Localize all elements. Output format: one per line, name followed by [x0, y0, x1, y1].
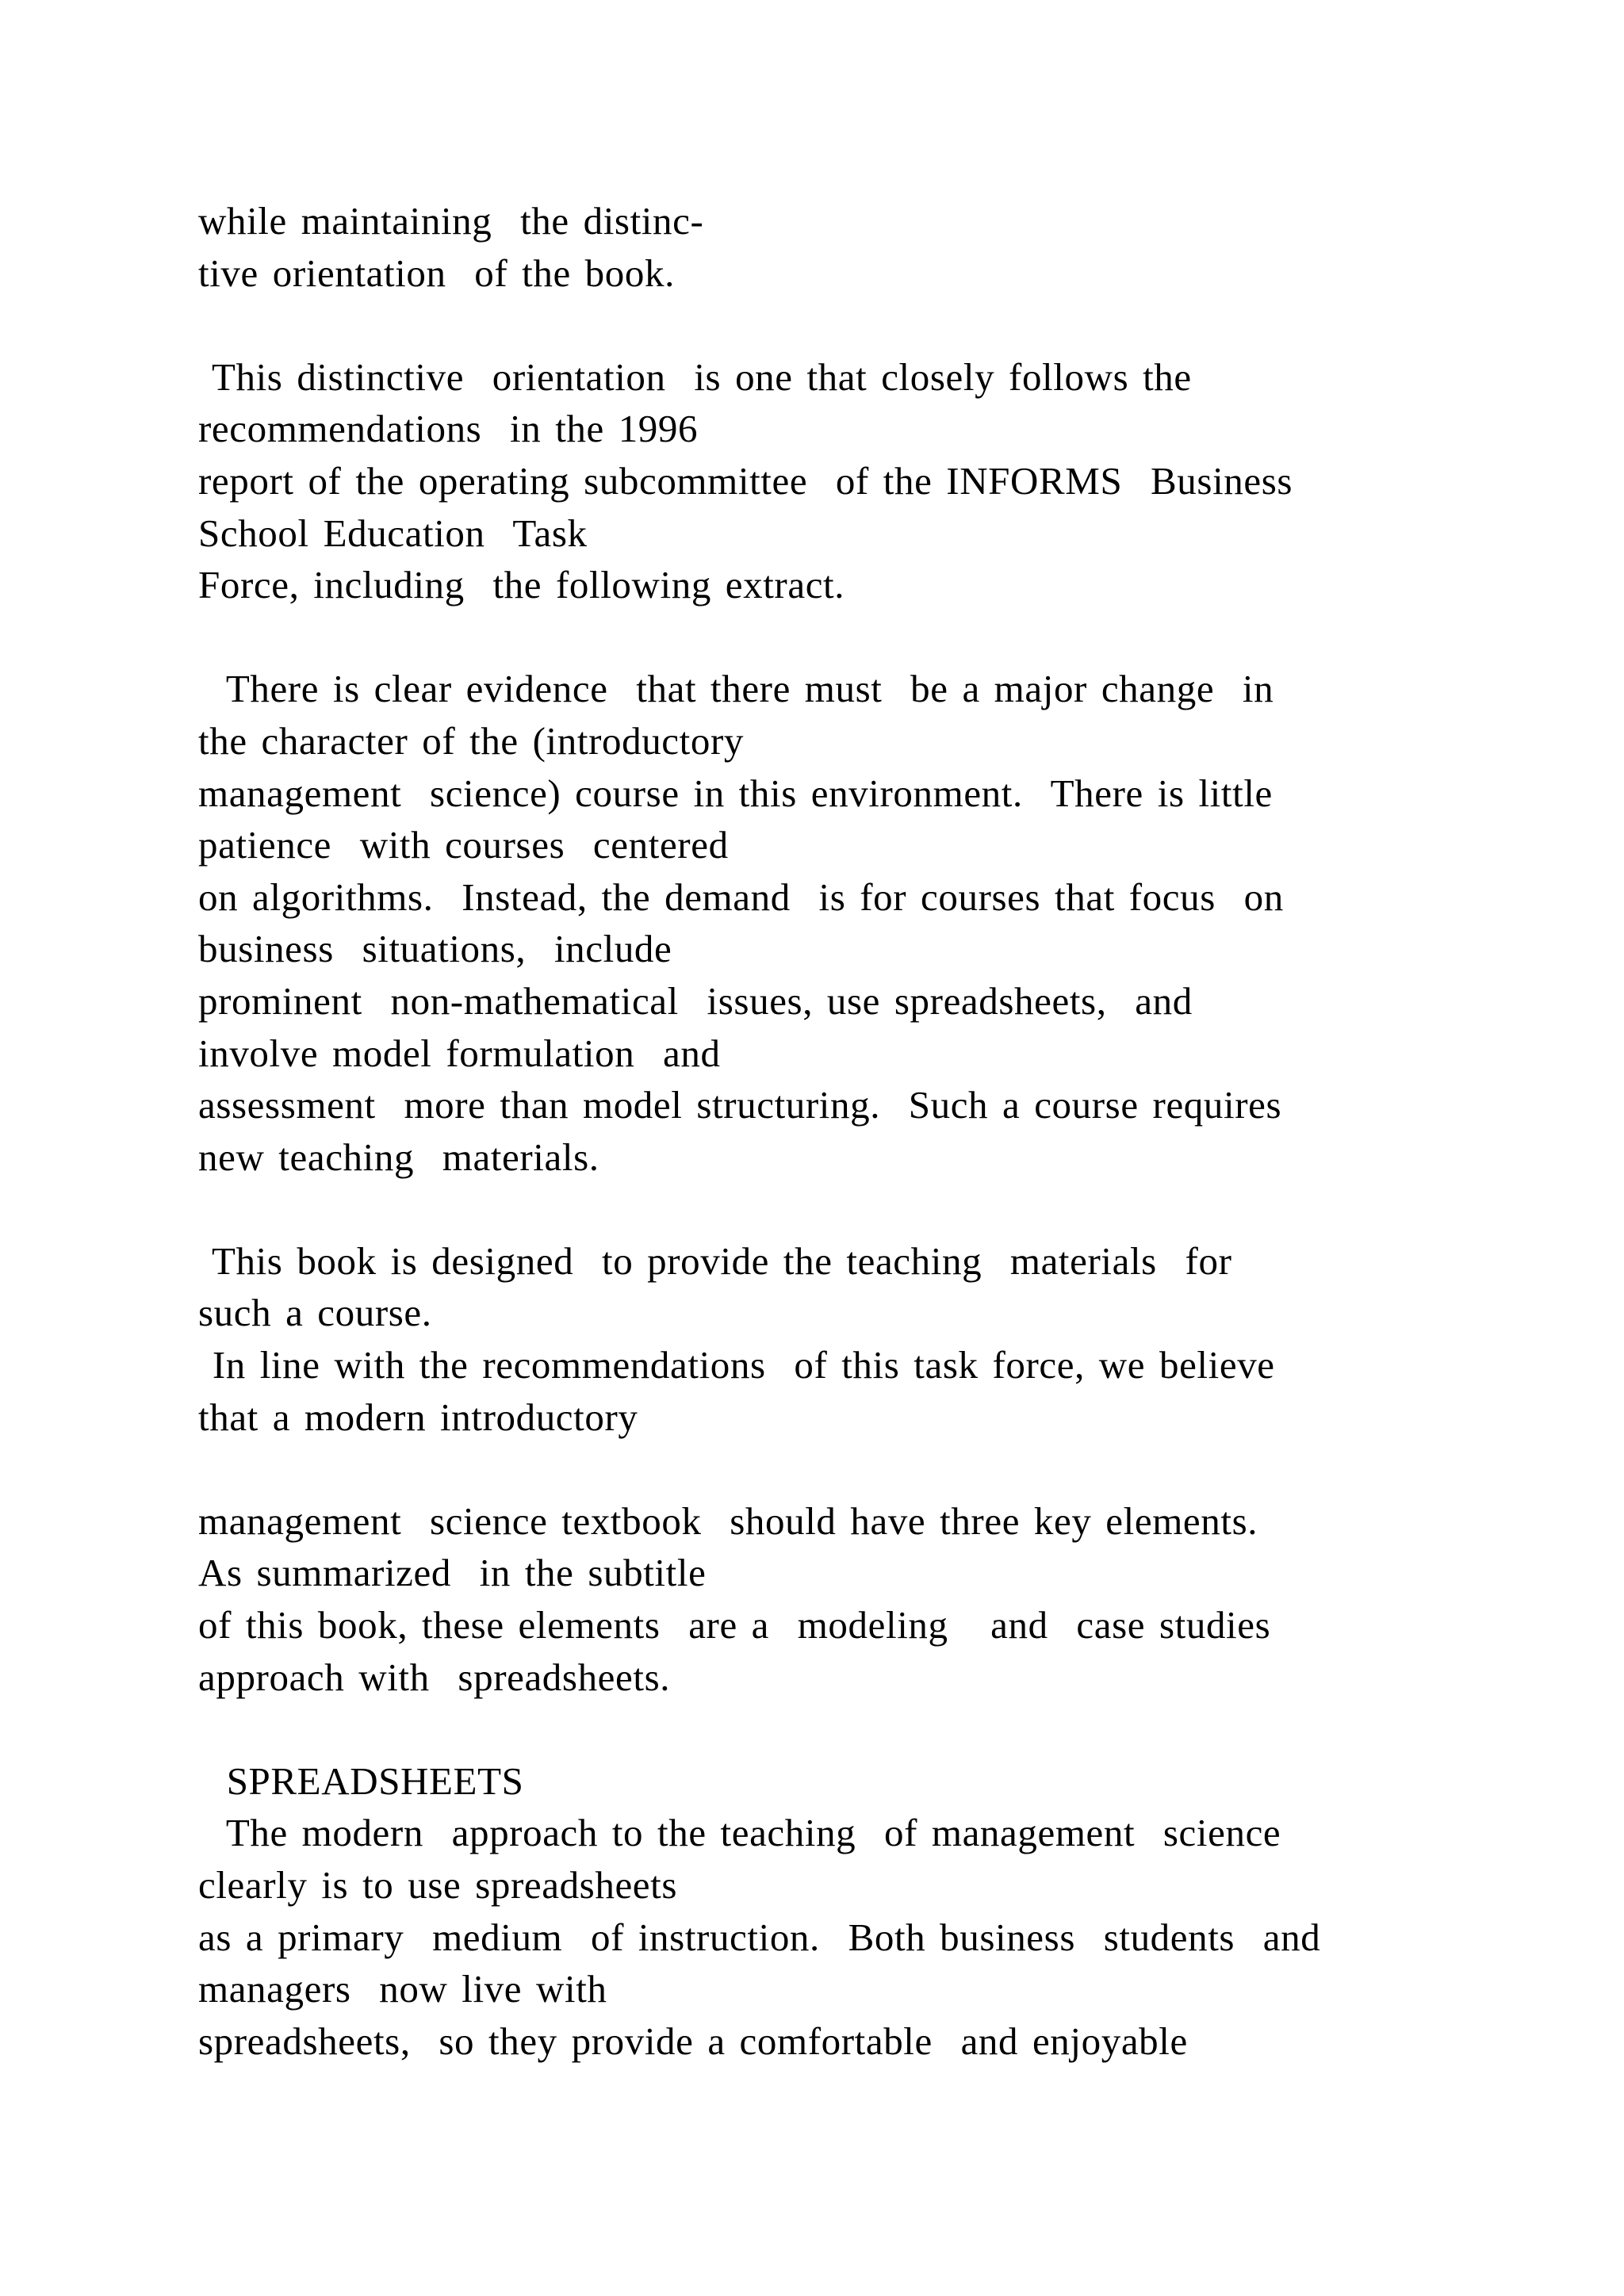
- text-line: patience with courses centered: [198, 823, 729, 867]
- section-heading: SPREADSHEETS: [198, 1758, 524, 1803]
- text-line: [198, 611, 1562, 664]
- text-line: This distinctive orientation is one that closely follows the: [198, 354, 1192, 399]
- text-line: Force, including the following extract.: [198, 563, 845, 607]
- text-line: as a primary medium of instruction. Both business students and: [198, 1915, 1321, 1959]
- text-line: report of the operating subcommittee of the INFORMS Business: [198, 458, 1293, 503]
- text-line: In line with the recommendations of this task force, we believe: [198, 1343, 1275, 1387]
- text-line: The modern approach to the teaching of management science: [198, 1811, 1281, 1855]
- text-line: [198, 299, 1562, 351]
- text-line: involve model formulation and: [198, 1031, 721, 1075]
- text-line: business situations, include: [198, 927, 672, 971]
- text-line: There is clear evidence that there must be a major change in: [198, 667, 1274, 711]
- text-line: As summarized in the subtitle: [198, 1551, 707, 1595]
- text-line: [198, 1183, 1562, 1235]
- text-line: prominent non-mathematical issues, use spreadsheets, and: [198, 978, 1193, 1023]
- text-line: while maintaining the distinc-: [198, 199, 704, 243]
- text-line: [198, 1443, 1562, 1495]
- body-text: [198, 195, 1562, 2067]
- text-line: that a modern introductory: [198, 1395, 638, 1439]
- text-line: This book is designed to provide the teaching materials for: [198, 1238, 1232, 1283]
- text-line: managers now live with: [198, 1967, 607, 2011]
- text-line: recommendations in the 1996: [198, 407, 699, 451]
- text-line: on algorithms. Instead, the demand is for courses that focus on: [198, 874, 1284, 919]
- text-line: approach with spreadsheets.: [198, 1655, 671, 1699]
- text-line: such a course.: [198, 1291, 432, 1335]
- text-line: clearly is to use spreadsheets: [198, 1863, 678, 1907]
- text-line: assessment more than model structuring. Such a course requires: [198, 1083, 1282, 1127]
- text-line: the character of the (introductory: [198, 718, 744, 763]
- text-line: School Education Task: [198, 511, 588, 555]
- text-line: new teaching materials.: [198, 1135, 599, 1179]
- text-line: [198, 1703, 1562, 1755]
- text-line: management science textbook should have three key elements.: [198, 1498, 1258, 1543]
- text-line: spreadsheets, so they provide a comfortable and enjoyable: [198, 2019, 1188, 2063]
- text-line: of this book, these elements are a modeling and case studies: [198, 1603, 1271, 1647]
- text-line: management science) course in this environment. There is little: [198, 771, 1273, 815]
- text-line: tive orientation of the book.: [198, 251, 675, 295]
